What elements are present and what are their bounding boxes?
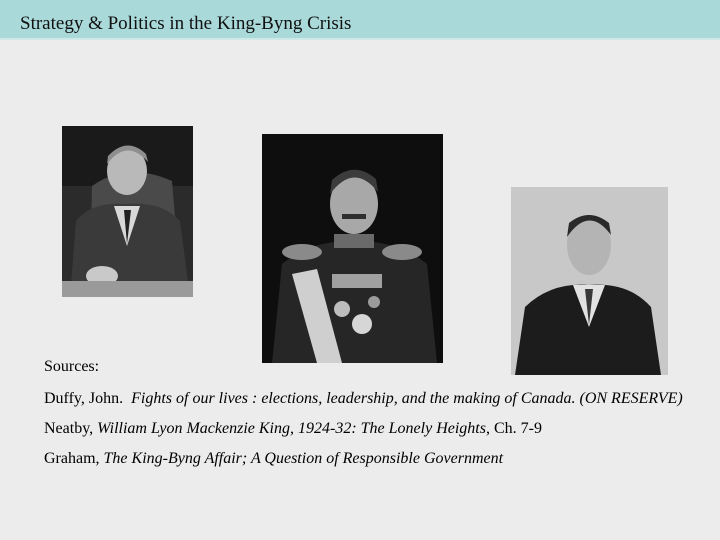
photo-mackenzie-king [62,126,193,297]
source-suffix: , Ch. 7-9 [485,420,542,437]
source-title: William Lyon Mackenzie King, 1924-32: The Lonely Heights [97,420,486,437]
source-author: Duffy, John. [44,390,124,407]
source-title: Fights of our lives : elections, leadership, and the making of Canada. (ON RESERVE) [131,390,683,407]
sources-heading: Sources: [44,358,100,375]
source-title: The King-Byng Affair; A Question of Responsible Government [103,450,504,467]
source-author: Neatby, [44,420,94,437]
title-bar [0,0,720,40]
photo-arthur-meighen [511,187,668,375]
source-entry [44,420,684,438]
source-entry [44,390,684,408]
slide-title: Strategy & Politics in the King-Byng Crisis [20,13,352,34]
source-entry [44,450,684,468]
source-author: Graham, [44,450,100,467]
sources-block [44,358,684,480]
photo-lord-byng [262,134,443,363]
